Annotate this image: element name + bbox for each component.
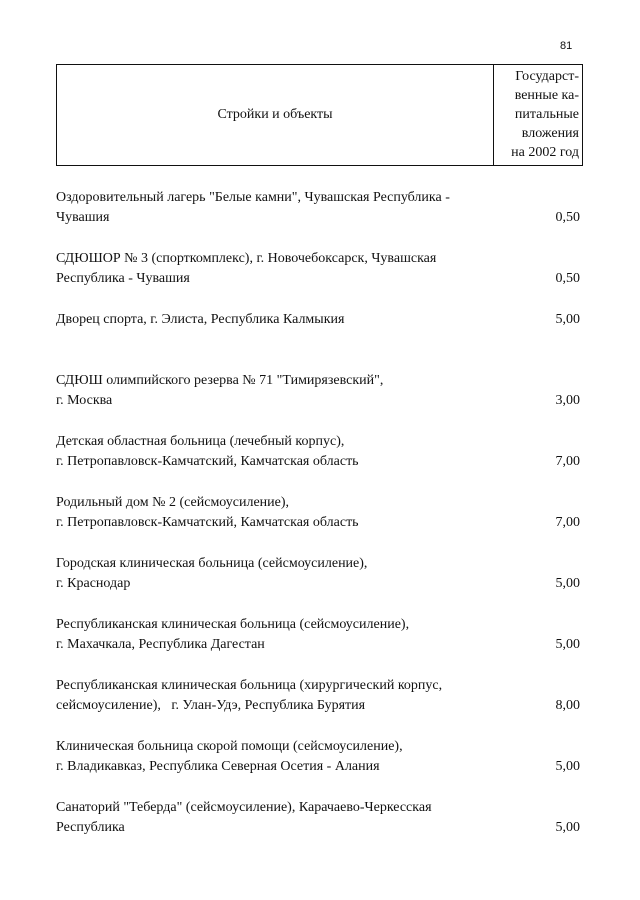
entry-name <box>56 798 506 838</box>
table-header <box>56 64 583 166</box>
entry-name <box>56 737 506 777</box>
entry-name <box>56 615 506 655</box>
entry-name-line: г. Владикавказ, Республика Северная Осетия - Алания <box>56 759 380 774</box>
entry-name-line: Родильный дом № 2 (сейсмоусиление), <box>56 495 290 510</box>
entry-value: 5,00 <box>555 637 580 652</box>
table-row <box>56 676 580 737</box>
column-header-investments-line: на 2002 год <box>511 145 579 160</box>
table-row <box>56 493 580 554</box>
entry-name <box>56 493 506 533</box>
column-header-investments-line: питальные <box>514 107 579 122</box>
entry-value: 7,00 <box>555 515 580 530</box>
table-row <box>56 249 580 310</box>
entry-name-line: Республиканская клиническая больница (хирургический корпус, <box>56 678 443 693</box>
column-header-investments-line: Государст- <box>515 69 579 84</box>
entry-name-line: г. Краснодар <box>56 576 131 591</box>
entry-name-line: г. Петропавловск-Камчатский, Камчатская область <box>56 454 359 469</box>
table-row <box>56 188 580 249</box>
entry-name-line: г. Петропавловск-Камчатский, Камчатская область <box>56 515 359 530</box>
entry-name-line: Чувашия <box>56 210 110 225</box>
entry-name <box>56 310 506 330</box>
table-row <box>56 432 580 493</box>
entry-value: 0,50 <box>555 210 580 225</box>
entry-name-line: Клиническая больница скорой помощи (сейсмоусиление), <box>56 739 403 754</box>
table-row <box>56 554 580 615</box>
entry-name-line: Дворец спорта, г. Элиста, Республика Калмыкия <box>56 312 345 327</box>
entry-name <box>56 188 506 228</box>
table-row <box>56 310 580 371</box>
entry-name-line: Оздоровительный лагерь "Белые камни", Чувашская Республика - <box>56 190 450 205</box>
entry-value: 5,00 <box>555 312 580 327</box>
table-row <box>56 737 580 798</box>
entry-name-line: г. Махачкала, Республика Дагестан <box>56 637 265 652</box>
entry-name <box>56 249 506 289</box>
entry-value: 5,00 <box>555 576 580 591</box>
column-header-investments-line: вложения <box>521 126 579 141</box>
entry-value: 0,50 <box>555 271 580 286</box>
entry-name-line: Республика - Чувашия <box>56 271 190 286</box>
entry-name <box>56 371 506 411</box>
entry-name-line: СДЮШОР № 3 (спорткомплекс), г. Новочебоксарск, Чувашская <box>56 251 437 266</box>
entry-value: 3,00 <box>555 393 580 408</box>
entry-name-line: Санаторий "Теберда" (сейсмоусиление), Карачаево-Черкесская <box>56 800 432 815</box>
entries-list <box>56 188 580 859</box>
column-header-investments <box>494 65 582 165</box>
entry-name-line: Республиканская клиническая больница (сейсмоусиление), <box>56 617 410 632</box>
entry-name-line: г. Москва <box>56 393 113 408</box>
table-row <box>56 798 580 859</box>
entry-name-line: Детская областная больница (лечебный корпус), <box>56 434 345 449</box>
entry-value: 7,00 <box>555 454 580 469</box>
entry-value: 5,00 <box>555 820 580 835</box>
entry-name-line: СДЮШ олимпийского резерва № 71 "Тимирязевский", <box>56 373 384 388</box>
page-number: 81 <box>560 40 573 52</box>
table-row <box>56 371 580 432</box>
entry-name-line: сейсмоусиление), г. Улан-Удэ, Республика Бурятия <box>56 698 366 713</box>
entry-name <box>56 676 506 716</box>
table-row <box>56 615 580 676</box>
entry-name-line: Городская клиническая больница (сейсмоусиление), <box>56 556 368 571</box>
column-header-investments-line: венные ка- <box>514 88 579 103</box>
entry-name-line: Республика <box>56 820 125 835</box>
entry-name <box>56 554 506 594</box>
entry-value: 5,00 <box>555 759 580 774</box>
column-header-objects: Стройки и объекты <box>57 65 494 165</box>
entry-name <box>56 432 506 472</box>
entry-value: 8,00 <box>555 698 580 713</box>
